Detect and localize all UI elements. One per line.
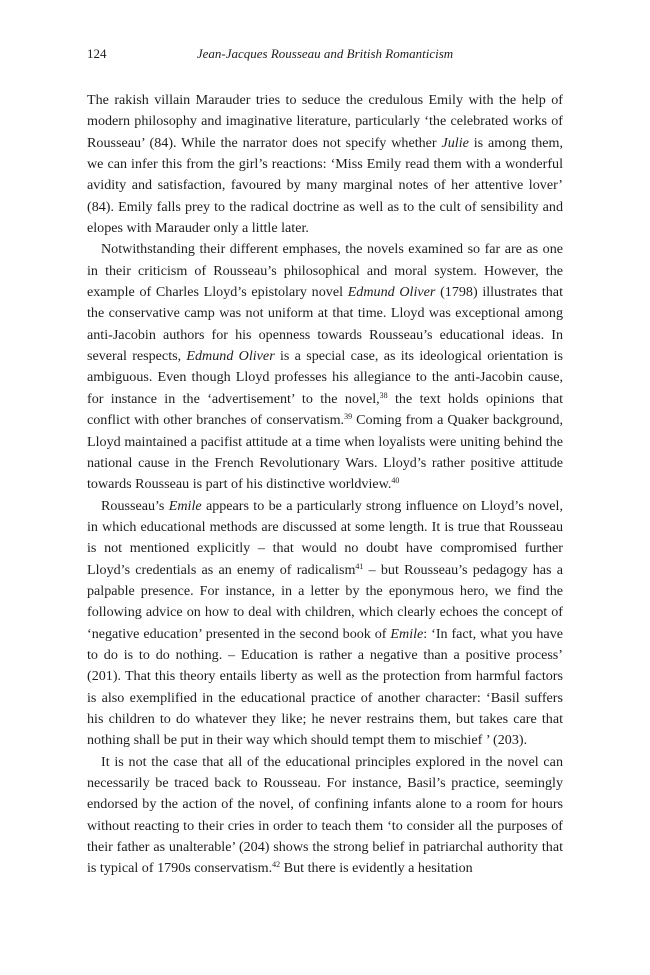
text-run: It is not the case that all of the educational principles explored in the novel can necessarily be traced back to Rousseau. For instance, Basil’s practice, seemingly endorsed by the action of the novel, of confining infants alone to a room for hours without reacting to their cries in order to teach them ‘to consider all the purposes of their father as unalterable’ (204) shows the strong belief in patriarchal authority that is typical of 1790s conservatism. xyxy=(87,753,563,877)
paragraph xyxy=(87,496,563,752)
text-run: Notwithstanding their different emphases, the novels examined so far are as one in their criticism of Rousseau’s philosophical and moral system. However, the example of Charles Lloyd’s epistolary novel xyxy=(87,241,563,301)
text-run: (1798) illustrates that the conservative camp was not uniform at that time. Lloyd was exceptional among anti-Jacobin authors for his openness towards Rousseau’s educational ideas. In several respects, xyxy=(87,284,563,365)
text-run: But there is evidently a hesitation xyxy=(280,860,473,877)
text-run: Rousseau’s xyxy=(101,497,169,514)
text-run: Coming from a Quaker background, Lloyd maintained a pacifist attitude at a time when loyalists were uniting behind the national cause in the French Revolutionary Wars. Lloyd’s rather positive attitude towards Rousseau is part of his distinctive worldview. xyxy=(87,412,563,493)
text-run: The rakish villain Marauder tries to seduce the credulous Emily with the help of modern philosophy and imaginative literature, particularly ‘the celebrated works of Rousseau’ (84). While the narrator does not specify whether xyxy=(87,92,563,151)
italic-title: Emile xyxy=(390,625,424,642)
text-run: – but Rousseau’s pedagogy has a palpable presence. For instance, in a letter by the eponymous hero, we find the following advice on how to deal with children, which clearly echoes the concept of ‘negative education’ presented in the second book of xyxy=(87,561,563,642)
text-run: appears to be a particularly strong influence on Lloyd’s novel, in which educational methods are discussed at some length. It is true that Rousseau is not mentioned explicitly – that would no doubt have compromised further Lloyd’s credentials as an enemy of radicalism xyxy=(87,497,563,578)
footnote-ref: 41 xyxy=(355,561,364,571)
footnote-ref: 39 xyxy=(344,412,353,422)
footnote-ref: 38 xyxy=(379,390,388,400)
paragraph xyxy=(87,239,563,495)
paragraph xyxy=(87,752,563,880)
text-run: the text holds opinions that conflict with other branches of conservatism. xyxy=(87,390,563,429)
italic-title: Julie xyxy=(441,134,469,151)
italic-title: Edmund Oliver xyxy=(347,284,436,301)
running-title: Jean-Jacques Rousseau and British Romanticism xyxy=(196,46,454,61)
text-run: is among them, we can infer this from the girl’s reactions: ‘Miss Emily read them with a wonderful avidity and satisfaction, favoured by many marginal notes of her attentive lover’ (84). Emily falls prey to the radical doctrine as well as to the cult of sensibility and elopes with Marauder only a little later. xyxy=(87,134,563,237)
footnote-ref: 42 xyxy=(272,860,281,870)
running-head xyxy=(87,44,563,64)
page-number: 124 xyxy=(87,46,107,61)
italic-title: Emile xyxy=(168,497,202,514)
paragraph xyxy=(87,90,563,239)
body-text xyxy=(87,90,563,880)
text-run: : ‘In fact, what you have to do is to do nothing. – Education is rather a negative than a positive process’ (201). That this theory entails liberty as well as the protection from harmful factors is also exemplified in the educational practice of another character: ‘Basil suffers his children to do whatever they like; he never restrains them, but takes care that nothing shall be put in their way which should tempt them to mischief ’ (203). xyxy=(87,625,563,749)
footnote-ref: 40 xyxy=(391,476,400,486)
italic-title: Edmund Oliver xyxy=(186,348,275,365)
text-run: is a special case, as its ideological orientation is ambiguous. Even though Lloyd professes his allegiance to the anti-Jacobin cause, for instance in the ‘advertisement’ to the novel, xyxy=(87,348,563,407)
